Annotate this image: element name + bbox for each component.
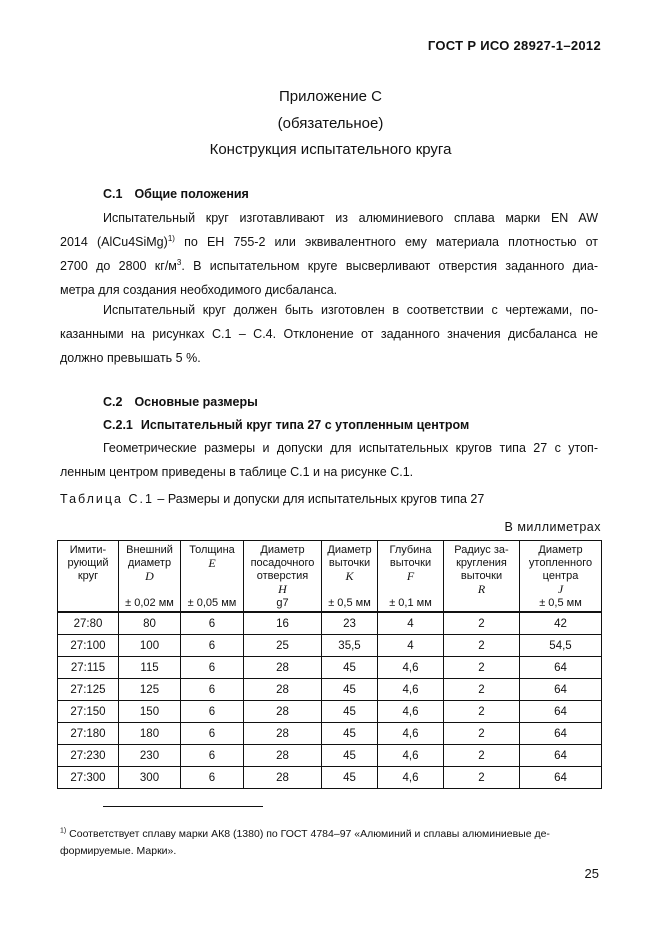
table-row (58, 635, 602, 657)
table-cell: 80 (119, 612, 181, 635)
column-header (119, 541, 181, 597)
footnote-text: Соответствует сплаву марки АК8 (1380) по ГОСТ 4784–97 «Алюминий и сплавы алюминиевые де- (66, 828, 550, 840)
column-header-line: кругления (456, 557, 507, 569)
column-header-line: рующий (67, 557, 109, 569)
table-cell: 28 (244, 745, 322, 767)
column-header-line: центра (542, 570, 579, 582)
table-cell: 27:300 (58, 767, 119, 789)
table-cell: 27:125 (58, 679, 119, 701)
column-header-line: отверстия (256, 570, 309, 582)
table-row (58, 679, 602, 701)
appendix-status: (обязательное) (277, 115, 384, 132)
column-symbol: K (345, 569, 354, 583)
text-span: по ЕН 755-2 или эквивалентного ему материала плотностью от (174, 235, 599, 249)
table-caption-text: – Размеры и допуски для испытательных кругов типа 27 (153, 492, 485, 506)
table-cell: 28 (244, 767, 322, 789)
table-cell: 2 (444, 723, 520, 745)
table-cell: 6 (181, 679, 244, 701)
text-line: Испытательный круг должен быть изготовлен в соответствии с чертежами, по- (103, 303, 598, 317)
table-cell: 28 (244, 679, 322, 701)
superscript: 3 (176, 257, 182, 267)
column-header (378, 541, 444, 597)
standard-header: ГОСТ Р ИСО 28927-1–2012 (427, 38, 601, 53)
footnote-text: формируемые. Марки». (60, 845, 177, 857)
table-cell: 45 (322, 745, 378, 767)
table-cell: 4,6 (378, 767, 444, 789)
column-tolerance (58, 596, 119, 612)
column-header (322, 541, 378, 597)
table-header-row (58, 541, 602, 597)
table-cell: 4 (378, 612, 444, 635)
table-cell: 45 (322, 723, 378, 745)
table-cell: 64 (520, 745, 602, 767)
table-unit: В миллиметрах (504, 520, 601, 534)
column-header-line: диаметр (127, 557, 172, 569)
table-cell: 6 (181, 657, 244, 679)
column-tolerance: ± 0,5 мм (322, 596, 378, 612)
dimensions-table (57, 540, 602, 789)
table-cell: 2 (444, 701, 520, 723)
text-line: Геометрические размеры и допуски для испытательных кругов типа 27 с утоп- (103, 441, 598, 455)
table-cell: 64 (520, 657, 602, 679)
section-c2-heading (103, 395, 258, 409)
table-cell: 4,6 (378, 723, 444, 745)
section-c1-heading (103, 187, 249, 201)
page-number: 25 (584, 866, 599, 881)
column-header-line: Радиус за- (454, 544, 509, 556)
column-symbol: E (208, 556, 216, 570)
column-header-line: посадочного (250, 557, 315, 569)
column-symbol: H (278, 582, 287, 596)
table-cell: 27:180 (58, 723, 119, 745)
table-cell: 2 (444, 612, 520, 635)
table-caption (60, 492, 484, 506)
column-header-line: Имити- (69, 544, 107, 556)
table-cell: 115 (119, 657, 181, 679)
column-tolerance: ± 0,02 мм (119, 596, 181, 612)
subsection-title: Испытательный круг типа 27 с утопленным центром (140, 418, 470, 432)
text-span: 2014 (AlCu4SiMg) (60, 235, 168, 249)
footnote-ref: 1) (167, 233, 175, 243)
table-cell: 45 (322, 657, 378, 679)
table-cell: 4,6 (378, 657, 444, 679)
table-cell: 45 (322, 701, 378, 723)
table-cell: 180 (119, 723, 181, 745)
column-header (444, 541, 520, 597)
column-header-line: Диаметр (327, 544, 372, 556)
table-cell: 4 (378, 635, 444, 657)
table-cell: 27:80 (58, 612, 119, 635)
table-cell: 16 (244, 612, 322, 635)
table-cell: 28 (244, 701, 322, 723)
table-row (58, 723, 602, 745)
column-header-line: выточки (328, 557, 371, 569)
column-header-line: Диаметр (538, 544, 583, 556)
column-header-line: выточки (389, 557, 432, 569)
table-row (58, 701, 602, 723)
table-body (58, 612, 602, 789)
column-header-line: выточки (460, 570, 503, 582)
table-cell: 6 (181, 723, 244, 745)
table-cell: 6 (181, 635, 244, 657)
table-cell: 35,5 (322, 635, 378, 657)
section-title: Основные размеры (134, 395, 258, 409)
table-cell: 300 (119, 767, 181, 789)
column-tolerance: ± 0,5 мм (520, 596, 602, 612)
table-caption-label: Таблица С.1 (60, 492, 154, 506)
table-cell: 4,6 (378, 745, 444, 767)
section-c1-paragraph-1 (60, 206, 598, 302)
table-cell: 6 (181, 701, 244, 723)
table-cell: 28 (244, 657, 322, 679)
footnote-mark: 1) (60, 827, 67, 835)
table-cell: 64 (520, 723, 602, 745)
table-cell: 28 (244, 723, 322, 745)
table-cell: 27:230 (58, 745, 119, 767)
column-header-line: круг (77, 570, 99, 582)
column-header (58, 541, 119, 597)
column-header (181, 541, 244, 597)
footnote-divider (103, 806, 263, 807)
table-cell: 6 (181, 612, 244, 635)
text-line: казанными на рисунках С.1 – С.4. Отклонение от заданного значения дисбаланса не (60, 327, 598, 341)
text-line: метра для создания необходимого дисбаланса. (60, 283, 338, 297)
table-cell: 64 (520, 679, 602, 701)
table-header-tolerance-row (58, 596, 602, 612)
section-c21-paragraph (60, 436, 598, 484)
table-row (58, 657, 602, 679)
table-cell: 64 (520, 701, 602, 723)
table-cell: 125 (119, 679, 181, 701)
table-cell: 6 (181, 745, 244, 767)
column-header-line: Толщина (189, 544, 235, 556)
footnote (60, 826, 598, 860)
column-symbol: F (406, 569, 415, 583)
column-header-line: Внешний (126, 544, 173, 556)
appendix-subject: Конструкция испытательного круга (209, 141, 452, 158)
table-cell: 230 (119, 745, 181, 767)
text-line: Испытательный круг изготавливают из алюминиевого сплава марки EN AW (103, 211, 598, 225)
text-line: должно превышать 5 %. (60, 351, 201, 365)
column-tolerance: g7 (244, 596, 322, 612)
column-tolerance: ± 0,05 мм (181, 596, 244, 612)
table-cell: 2 (444, 679, 520, 701)
table-cell: 100 (119, 635, 181, 657)
table-row (58, 767, 602, 789)
column-symbol: R (477, 582, 486, 596)
section-title: Общие положения (134, 187, 249, 201)
column-header-line: Диаметр (260, 544, 305, 556)
table-cell: 27:100 (58, 635, 119, 657)
table-cell: 23 (322, 612, 378, 635)
table-cell: 27:150 (58, 701, 119, 723)
column-symbol: D (145, 569, 154, 583)
section-number: С.1 (103, 187, 123, 201)
table-cell: 4,6 (378, 679, 444, 701)
table-cell: 6 (181, 767, 244, 789)
table-cell: 45 (322, 679, 378, 701)
table-cell: 27:115 (58, 657, 119, 679)
table-cell: 42 (520, 612, 602, 635)
table-cell: 150 (119, 701, 181, 723)
column-header-line: утопленного (528, 557, 593, 569)
table-row (58, 612, 602, 635)
table-cell: 25 (244, 635, 322, 657)
table-row (58, 745, 602, 767)
table-cell: 45 (322, 767, 378, 789)
table-cell: 4,6 (378, 701, 444, 723)
column-tolerance: ± 0,1 мм (378, 596, 444, 612)
section-c1-paragraph-2 (60, 298, 598, 370)
text-line (60, 230, 598, 254)
subsection-number: С.2.1 (103, 418, 133, 432)
appendix-title: Приложение С (279, 88, 382, 105)
text-line (60, 254, 598, 278)
text-span: 2700 до 2800 кг/м (60, 259, 177, 273)
text-span: . В испытательном круге высверливают отверстия заданного диа- (181, 259, 599, 273)
column-header-line: Глубина (389, 544, 432, 556)
table-cell: 2 (444, 767, 520, 789)
table-cell: 64 (520, 767, 602, 789)
subsection-c21-heading (103, 418, 469, 432)
table-cell: 2 (444, 745, 520, 767)
column-header (244, 541, 322, 597)
table-cell: 2 (444, 657, 520, 679)
table-cell: 2 (444, 635, 520, 657)
table-cell: 54,5 (520, 635, 602, 657)
section-number: С.2 (103, 395, 123, 409)
column-tolerance (444, 596, 520, 612)
column-header (520, 541, 602, 597)
text-line: ленным центром приведены в таблице С.1 и на рисунке С.1. (60, 465, 414, 479)
column-symbol: J (557, 582, 564, 596)
